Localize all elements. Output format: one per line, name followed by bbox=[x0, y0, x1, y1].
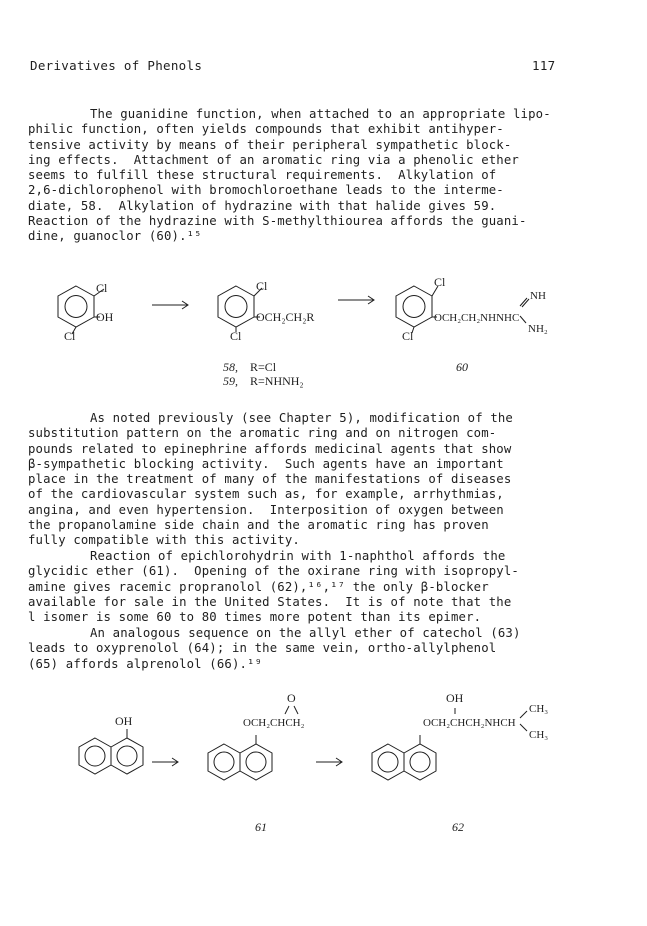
guanidine-chain-label: OCH₂CH₂NHNHC bbox=[434, 312, 520, 324]
text-line: available for sale in the United States. It is of note that the bbox=[28, 594, 512, 609]
text-line: β-sympathetic blocking activity. Such agents have an important bbox=[28, 456, 504, 471]
methyl-label: CH₃ bbox=[529, 703, 549, 715]
compound-number-59: 59, bbox=[223, 374, 238, 388]
epoxide-oxygen-label: O bbox=[287, 691, 296, 705]
benzene-ring-3 bbox=[396, 286, 432, 327]
text-line: substitution pattern on the aromatic ring and on nitrogen com- bbox=[28, 426, 497, 441]
benzene-ring-2 bbox=[218, 286, 254, 327]
text-line: Reaction of epichlorohydrin with 1-naphthol affords the bbox=[90, 549, 506, 563]
text-line: place in the treatment of many of the manifestations of diseases bbox=[28, 472, 512, 487]
text-line: (65) affords alprenolol (66).¹⁹ bbox=[28, 656, 263, 671]
compound-number-61: 61 bbox=[255, 820, 267, 834]
reaction-scheme-guanoclor bbox=[0, 262, 647, 382]
naphthalene-ring-3 bbox=[372, 744, 436, 780]
text-line: dine, guanoclor (60).¹⁵ bbox=[28, 229, 202, 244]
naphthalene-ring-1 bbox=[79, 738, 143, 774]
compound-number-62: 62 bbox=[452, 820, 464, 834]
paragraph-guanidine bbox=[28, 107, 588, 245]
text-line: 2,6-dichlorophenol with bromochloroethane leads to the interme- bbox=[28, 183, 504, 198]
text-line: l isomer is some 60 to 80 times more potent than its epimer. bbox=[28, 610, 482, 625]
text-line: amine gives racemic propranolol (62),¹⁶,¹⁷ the only β-blocker bbox=[28, 579, 489, 594]
chloro-label: Cl bbox=[230, 329, 242, 343]
text-line: glycidic ether (61). Opening of the oxirane ring with isopropyl- bbox=[28, 564, 519, 579]
text-line: philic function, often yields compounds that exhibit antihyper- bbox=[28, 122, 504, 137]
text-line: leads to oxyprenolol (64); in the same vein, ortho-allylphenol bbox=[28, 641, 497, 656]
reaction-scheme-propranolol bbox=[0, 680, 647, 800]
ether-chain-label: OCH₂CH₂R bbox=[256, 310, 315, 324]
page-number: 117 bbox=[532, 58, 556, 73]
chloro-label: Cl bbox=[256, 279, 268, 293]
text-line: ing effects. Attachment of an aromatic ring via a phenolic ether bbox=[28, 152, 519, 167]
text-line: tensive activity by means of their peripheral sympathetic block- bbox=[28, 137, 512, 152]
imine-label: NH bbox=[530, 290, 546, 302]
r-group-59: R=NHNH₂ bbox=[250, 374, 304, 388]
chloro-label: Cl bbox=[96, 281, 108, 295]
amine-label: NH₂ bbox=[528, 323, 548, 335]
chloro-label: Cl bbox=[402, 329, 414, 343]
hydroxyl-label: OH bbox=[96, 310, 114, 324]
hydroxyl-label: OH bbox=[446, 691, 464, 705]
methyl-label: CH₃ bbox=[529, 729, 549, 741]
chloro-label: Cl bbox=[434, 275, 446, 289]
text-line: angina, and even hypertension. Interposition of oxygen between bbox=[28, 502, 504, 517]
r-group-58: R=Cl bbox=[250, 360, 277, 374]
text-line: of the cardiovascular system such as, for example, arrhythmias, bbox=[28, 487, 504, 502]
text-line: seems to fulfill these structural requirements. Alkylation of bbox=[28, 168, 497, 183]
text-line: fully compatible with this activity. bbox=[28, 533, 300, 548]
compound-number-60: 60 bbox=[456, 360, 468, 374]
hydroxyl-label: OH bbox=[115, 714, 133, 728]
propanolamine-chain-label: OCH₂CHCH₂NHCH bbox=[423, 717, 516, 729]
text-line: pounds related to epinephrine affords medicinal agents that show bbox=[28, 441, 512, 456]
glycidyl-ether-label: OCH₂CHCH₂ bbox=[243, 717, 305, 729]
text-line: the propanolamine side chain and the aromatic ring has proven bbox=[28, 518, 489, 533]
text-line: diate, 58. Alkylation of hydrazine with that halide gives 59. bbox=[28, 198, 497, 213]
naphthalene-ring-2 bbox=[208, 744, 272, 780]
paragraph-propranolol bbox=[28, 549, 588, 625]
benzene-ring-1 bbox=[58, 286, 94, 327]
paragraph-beta-blockers bbox=[28, 411, 588, 549]
text-line: As noted previously (see Chapter 5), modification of the bbox=[90, 411, 513, 425]
text-line: An analogous sequence on the allyl ether of catechol (63) bbox=[90, 626, 521, 640]
paragraph-oxyprenolol bbox=[28, 626, 588, 672]
text-line: Reaction of the hydrazine with S-methylthiourea affords the guani- bbox=[28, 214, 527, 229]
compound-number-58: 58, bbox=[223, 360, 238, 374]
running-title: Derivatives of Phenols bbox=[30, 58, 203, 73]
chloro-label: Cl bbox=[64, 329, 76, 343]
text-line: The guanidine function, when attached to an appropriate lipo- bbox=[90, 107, 551, 121]
